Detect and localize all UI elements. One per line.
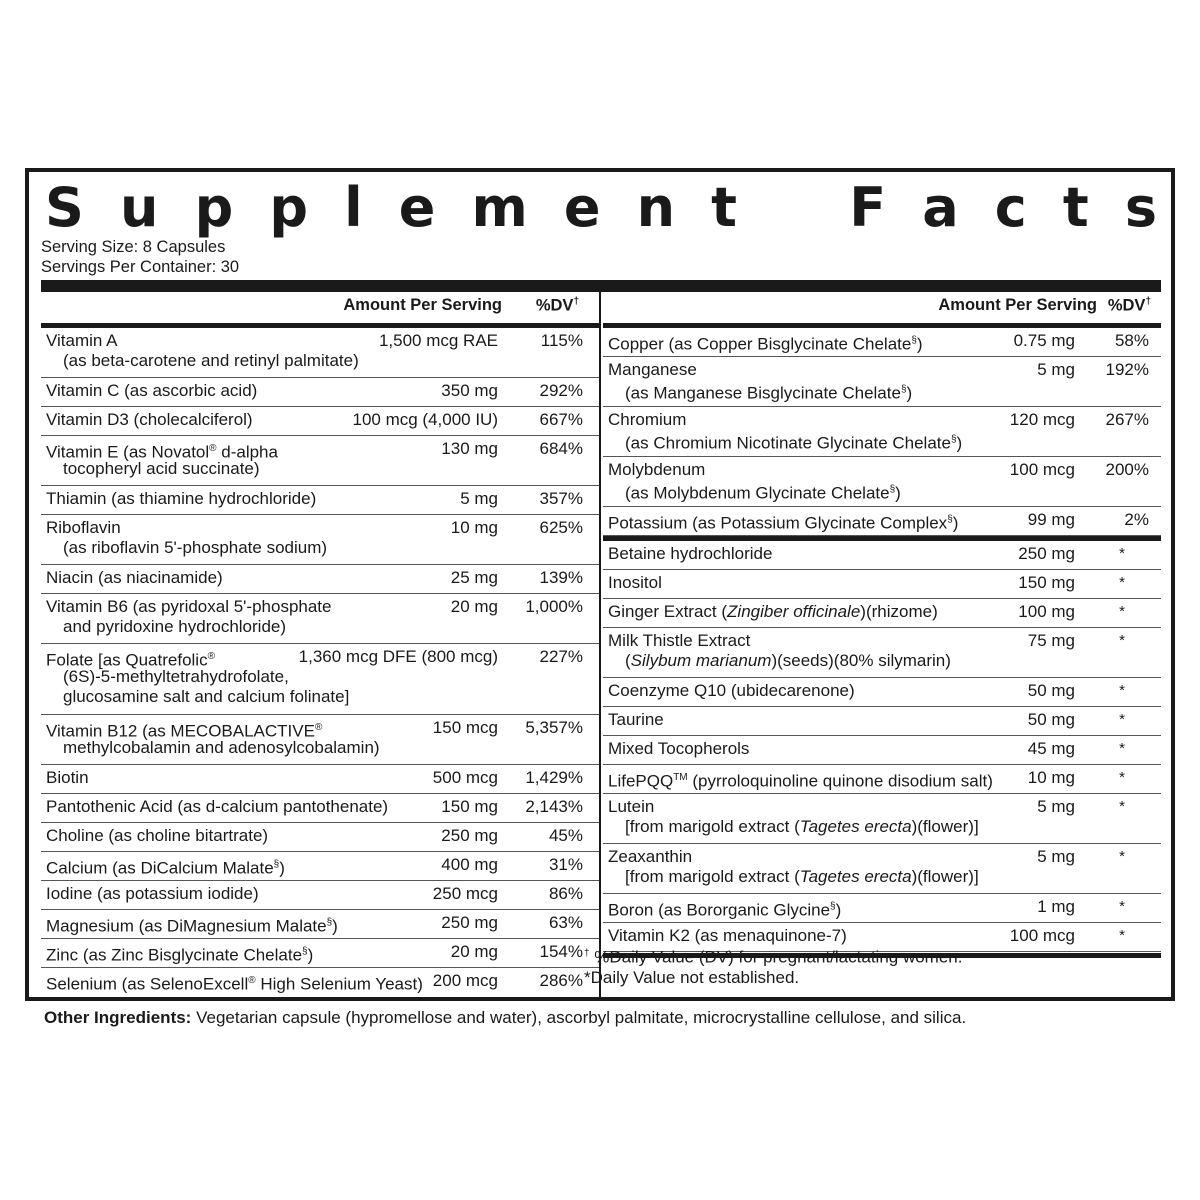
nutrient-source: (as riboflavin 5'-phosphate sodium)	[63, 538, 328, 557]
ingredient-row-mixed-tocopherols	[603, 736, 1161, 765]
name-part: Selenium (as SelenoExcell	[46, 974, 249, 994]
name-part: Vitamin B12 (as MECOBALACTIVE	[46, 721, 315, 741]
column-header	[603, 292, 1161, 328]
name-part: )	[952, 513, 959, 533]
section-mark: §	[326, 917, 333, 928]
title-letter: n	[636, 176, 676, 239]
nutrient-name: Vitamin B6 (as pyridoxal 5'-phosphate	[46, 597, 332, 616]
name-part: Folate [as Quatrefolic	[46, 650, 208, 670]
nutrient-dv: 667%	[539, 410, 583, 429]
ingredient-row-ginger	[603, 599, 1161, 628]
nutrient-source: (as beta-carotene and retinyl palmitate)	[63, 351, 359, 370]
nutrient-row-iodine	[41, 881, 599, 910]
ingredient-name: Milk Thistle Extract	[608, 631, 751, 650]
nutrient-name	[46, 971, 423, 995]
panel-title	[45, 177, 1157, 237]
nutrient-name: Vitamin C (as ascorbic acid)	[46, 381, 258, 400]
source-part: [from marigold extract (	[625, 817, 800, 836]
source-part: )	[895, 483, 901, 503]
title-letter: u	[120, 176, 159, 239]
ingredient-dv: *	[1119, 798, 1125, 815]
ingredient-amount: 10 mg	[1027, 768, 1075, 787]
ingredient-dv: *	[1119, 603, 1125, 620]
name-part: )	[332, 916, 338, 936]
amount-per-serving-header: Amount Per Serving	[938, 296, 1097, 314]
ingredient-row-taurine	[603, 707, 1161, 736]
nutrient-name: Vitamin A	[46, 331, 118, 350]
dagger-mark: †	[1145, 296, 1151, 307]
nutrient-amount: 250 mg	[441, 826, 498, 845]
source-part: (as Molybdenum Glycinate Chelate	[625, 483, 890, 503]
title-letter: F	[849, 176, 887, 239]
name-part: d-alpha	[216, 442, 278, 462]
name-part: Magnesium (as DiMagnesium Malate	[46, 916, 327, 936]
nutrient-row-biotin	[41, 765, 599, 794]
nutrient-dv: 684%	[539, 439, 583, 458]
servings-per-container: Servings Per Container: 30	[41, 258, 240, 276]
section-mark: §	[889, 484, 896, 495]
nutrient-amount: 20 mg	[450, 942, 498, 961]
other-ingredients-text: Vegetarian capsule (hypromellose and water), ascorbyl palmitate, microcrystalline cellulose, and silica.	[191, 1008, 967, 1027]
nutrient-dv: 625%	[539, 518, 583, 537]
footnote-dv	[584, 944, 962, 968]
registered-mark: ®	[209, 443, 217, 454]
right-column	[603, 292, 1161, 997]
registered-mark: ®	[314, 722, 323, 733]
nutrient-source: (6S)-5-methyltetrahydrofolate,	[63, 667, 289, 686]
ingredient-row-boron	[603, 894, 1161, 923]
nutrient-dv: 31%	[548, 855, 583, 874]
ingredient-amount: 45 mg	[1027, 739, 1075, 758]
name-part: Copper (as Copper Bisglycinate Chelate	[608, 334, 912, 354]
nutrient-source: methylcobalamin and adenosylcobalamin)	[63, 738, 380, 757]
title-letter: a	[922, 176, 959, 239]
nutrient-amount: 25 mg	[450, 568, 498, 587]
section-mark: §	[830, 901, 836, 912]
botanical-name: Tagetes erecta	[799, 817, 912, 836]
nutrient-dv: 115%	[540, 331, 583, 350]
nutrient-amount: 5 mg	[1037, 360, 1075, 379]
ingredient-amount: 150 mg	[1018, 573, 1075, 592]
nutrient-amount: 250 mcg	[432, 884, 498, 903]
source-part: )	[906, 383, 913, 403]
ingredient-name	[608, 897, 841, 921]
section-mark: §	[273, 859, 280, 870]
nutrient-row-vitamin-a	[41, 328, 599, 378]
thick-rule	[41, 280, 1161, 292]
name-part: Calcium (as DiCalcium Malate	[46, 858, 274, 878]
nutrient-dv: 200%	[1105, 460, 1149, 479]
source-part: )	[956, 433, 963, 453]
nutrient-row-choline	[41, 823, 599, 852]
nutrient-amount: 150 mcg	[432, 718, 498, 737]
registered-mark: ®	[207, 651, 215, 662]
nutrient-dv: 139%	[539, 568, 583, 587]
source-part: [from marigold extract (	[625, 867, 800, 886]
ingredient-dv: *	[1119, 898, 1125, 915]
section-mark: §	[947, 514, 953, 525]
nutrient-name	[46, 942, 313, 966]
ingredient-amount: 75 mg	[1027, 631, 1075, 650]
ingredient-amount: 1 mg	[1037, 897, 1075, 916]
nutrient-name	[46, 913, 338, 937]
ingredient-row-zeaxanthin	[603, 844, 1161, 894]
name-part: )	[916, 334, 923, 354]
trademark-mark: TM	[673, 772, 688, 783]
ingredient-row-milk-thistle	[603, 628, 1161, 678]
nutrient-amount: 120 mcg	[1009, 410, 1075, 429]
nutrient-source	[625, 430, 962, 454]
ingredient-name: Coenzyme Q10 (ubidecarenone)	[608, 681, 855, 700]
name-part: Zinc (as Zinc Bisglycinate Chelate	[46, 945, 303, 965]
other-ingredients	[44, 1008, 966, 1028]
nutrient-row-potassium	[603, 507, 1161, 536]
nutrient-dv: 63%	[548, 913, 583, 932]
nutrient-row-vitamin-b6	[41, 594, 599, 644]
nutrient-name: Iodine (as potassium iodide)	[46, 884, 259, 903]
nutrient-name: Niacin (as niacinamide)	[46, 568, 223, 587]
nutrient-name: Biotin	[46, 768, 89, 787]
ingredient-amount: 50 mg	[1027, 710, 1075, 729]
ingredient-dv: *	[1119, 927, 1125, 944]
name-part: )	[835, 900, 842, 920]
nutrient-row-pantothenic-acid	[41, 794, 599, 823]
nutrient-amount: 100 mcg	[1009, 460, 1075, 479]
footnote-text: %Daily Value (DV) for pregnant/lactating women.	[589, 947, 963, 967]
ingredient-row-lutein	[603, 794, 1161, 844]
ingredient-name: Taurine	[608, 710, 664, 729]
ingredient-row-betaine	[603, 541, 1161, 570]
ingredient-amount: 5 mg	[1037, 847, 1075, 866]
nutrient-row-niacin	[41, 565, 599, 594]
nutrient-amount: 350 mg	[441, 381, 498, 400]
ingredient-dv: *	[1119, 574, 1125, 591]
nutrient-name: Chromium	[608, 410, 687, 429]
nutrient-source: tocopheryl acid succinate)	[63, 459, 260, 478]
ingredient-row-inositol	[603, 570, 1161, 599]
nutrient-amount: 400 mg	[441, 855, 498, 874]
nutrient-amount: 10 mg	[450, 518, 498, 537]
column-header	[41, 292, 599, 328]
ingredient-dv: *	[1119, 545, 1125, 562]
title-letter: m	[471, 176, 528, 239]
botanical-name: Tagetes erecta	[799, 867, 912, 886]
title-letter: s	[1124, 176, 1157, 239]
nutrient-row-folate	[41, 644, 599, 715]
nutrient-row-chromium	[603, 407, 1161, 457]
nutrient-amount: 1,500 mcg RAE	[378, 331, 498, 350]
ingredient-dv: *	[1119, 711, 1125, 728]
nutrient-dv: 45%	[548, 826, 583, 845]
nutrient-dv: 58%	[1114, 331, 1149, 350]
title-letter: e	[563, 176, 601, 239]
title-letter: t	[1062, 176, 1089, 239]
nutrient-name: Riboflavin	[46, 518, 121, 537]
nutrient-amount: 100 mcg (4,000 IU)	[352, 410, 498, 429]
ingredient-name: Betaine hydrochloride	[608, 544, 773, 563]
ingredient-dv: *	[1119, 740, 1125, 757]
nutrient-dv: 86%	[548, 884, 583, 903]
nutrient-dv: 2,143%	[525, 797, 583, 816]
nutrient-row-manganese	[603, 357, 1161, 407]
source-part: )(seeds)(80% silymarin)	[771, 651, 951, 670]
footnote	[584, 944, 962, 988]
dv-header	[1108, 296, 1151, 316]
nutrient-dv: 1,429%	[525, 768, 583, 787]
ingredient-amount: 50 mg	[1027, 681, 1075, 700]
nutrient-dv: 154%	[539, 942, 583, 961]
nutrient-amount: 200 mcg	[432, 971, 498, 990]
source-part: (as Manganese Bisglycinate Chelate	[625, 383, 901, 403]
ingredient-name	[608, 768, 993, 792]
registered-mark: ®	[248, 975, 256, 986]
column-divider	[599, 292, 601, 997]
nutrient-amount: 1,360 mcg DFE (800 mcg)	[298, 647, 498, 666]
nutrient-row-thiamin	[41, 486, 599, 515]
nutrient-source: and pyridoxine hydrochloride)	[63, 617, 287, 636]
name-part: LifePQQ	[608, 771, 674, 791]
nutrient-row-molybdenum	[603, 457, 1161, 507]
amount-per-serving-header: Amount Per Serving	[343, 296, 502, 314]
title-letter: c	[994, 176, 1027, 239]
nutrient-name	[608, 510, 958, 534]
nutrient-name	[46, 855, 285, 879]
nutrient-name: Manganese	[608, 360, 697, 379]
ingredient-name: Inositol	[608, 573, 662, 592]
source-part: )(flower)]	[911, 817, 979, 836]
ingredient-amount: 100 mg	[1018, 602, 1075, 621]
ingredient-source	[625, 867, 979, 887]
nutrient-source	[625, 380, 912, 404]
nutrient-dv: 2%	[1124, 510, 1149, 529]
section-mark: §	[911, 335, 917, 346]
name-part: )	[279, 858, 285, 878]
nutrient-source	[625, 480, 901, 504]
ingredient-row-coq10	[603, 678, 1161, 707]
name-part: )	[307, 945, 314, 965]
nutrient-amount: 500 mcg	[432, 768, 498, 787]
nutrient-amount: 130 mg	[441, 439, 498, 458]
ingredient-name	[608, 602, 938, 622]
nutrient-row-copper	[603, 328, 1161, 357]
nutrient-amount: 0.75 mg	[1013, 331, 1075, 350]
nutrient-dv: 1,000%	[525, 597, 583, 616]
nutrient-name	[608, 331, 923, 355]
ingredient-dv: *	[1119, 848, 1125, 865]
dagger-mark: †	[573, 296, 579, 307]
nutrient-row-vitamin-c	[41, 378, 599, 407]
footnote-not-established: *Daily Value not established.	[584, 967, 800, 987]
nutrient-amount: 20 mg	[450, 597, 498, 616]
title-letter: S	[45, 176, 84, 239]
nutrient-row-vitamin-d3	[41, 407, 599, 436]
name-part: )(rhizome)	[860, 602, 938, 621]
dagger-mark: †	[584, 948, 590, 959]
source-part: (	[625, 651, 631, 670]
dv-header-label: %DV	[1107, 296, 1146, 315]
nutrient-amount: 250 mg	[441, 913, 498, 932]
dv-header-label: %DV	[535, 296, 574, 315]
ingredient-amount: 5 mg	[1037, 797, 1075, 816]
name-part: Ginger Extract (	[608, 602, 728, 621]
nutrient-row-zinc	[41, 939, 599, 968]
title-letter: p	[269, 176, 308, 239]
ingredient-dv: *	[1119, 682, 1125, 699]
name-part: High Selenium Yeast)	[255, 974, 423, 994]
nutrient-name: Pantothenic Acid (as d-calcium pantothenate)	[46, 797, 389, 816]
nutrient-dv: 292%	[539, 381, 583, 400]
section-mark: §	[302, 946, 308, 957]
ingredient-amount: 250 mg	[1018, 544, 1075, 563]
source-part: )(flower)]	[911, 867, 979, 886]
nutrient-row-vitamin-e	[41, 436, 599, 486]
ingredient-name: Vitamin K2 (as menaquinone-7)	[608, 926, 847, 945]
nutrient-row-magnesium	[41, 910, 599, 939]
title-letter: e	[398, 176, 436, 239]
ingredient-name: Mixed Tocopherols	[608, 739, 750, 758]
ingredient-row-lifepqq	[603, 765, 1161, 794]
title-letter: p	[194, 176, 234, 239]
nutrient-name: Thiamin (as thiamine hydrochloride)	[46, 489, 317, 508]
name-part: (pyrroloquinoline quinone disodium salt)	[687, 771, 993, 791]
nutrient-dv: 267%	[1105, 410, 1149, 429]
nutrient-row-selenium	[41, 968, 599, 997]
nutrient-source-line2: glucosamine salt and calcium folinate]	[63, 687, 350, 706]
nutrient-name: Molybdenum	[608, 460, 706, 479]
section-mark: §	[950, 434, 957, 445]
left-column	[41, 292, 599, 997]
name-part: Vitamin E (as Novatol	[46, 442, 210, 462]
nutrient-name: Vitamin D3 (cholecalciferol)	[46, 410, 253, 429]
ingredient-dv: *	[1119, 632, 1125, 649]
ingredient-dv: *	[1119, 769, 1125, 786]
ingredient-name: Lutein	[608, 797, 655, 816]
nutrient-dv: 5,357%	[525, 718, 583, 737]
ingredient-source	[625, 817, 979, 837]
name-part: Potassium (as Potassium Glycinate Complex	[608, 513, 948, 533]
supplement-facts-panel	[25, 168, 1175, 1001]
section-mark: §	[900, 384, 907, 395]
nutrient-dv: 227%	[539, 647, 583, 666]
nutrient-name: Choline (as choline bitartrate)	[46, 826, 269, 845]
nutrient-dv: 357%	[539, 489, 583, 508]
nutrient-amount: 150 mg	[441, 797, 498, 816]
nutrient-row-calcium	[41, 852, 599, 881]
other-ingredients-label: Other Ingredients:	[44, 1008, 192, 1027]
ingredient-amount: 100 mcg	[1009, 926, 1075, 945]
nutrient-row-vitamin-b12	[41, 715, 599, 765]
ingredient-source	[625, 651, 951, 671]
nutrient-amount: 99 mg	[1027, 510, 1075, 529]
serving-size: Serving Size: 8 Capsules	[41, 238, 226, 256]
ingredient-name: Zeaxanthin	[608, 847, 693, 866]
name-part: Boron (as Bororganic Glycine	[608, 900, 831, 920]
title-letter: l	[344, 176, 363, 239]
nutrient-dv: 192%	[1105, 360, 1149, 379]
dv-header	[536, 296, 579, 316]
nutrient-row-riboflavin	[41, 515, 599, 565]
nutrient-amount: 5 mg	[460, 489, 498, 508]
nutrient-dv: 286%	[539, 971, 583, 990]
botanical-name: Silybum marianum	[630, 651, 772, 670]
source-part: (as Chromium Nicotinate Glycinate Chelate	[625, 433, 951, 453]
title-letter: t	[711, 176, 737, 239]
botanical-name: Zingiber officinale	[727, 602, 861, 621]
